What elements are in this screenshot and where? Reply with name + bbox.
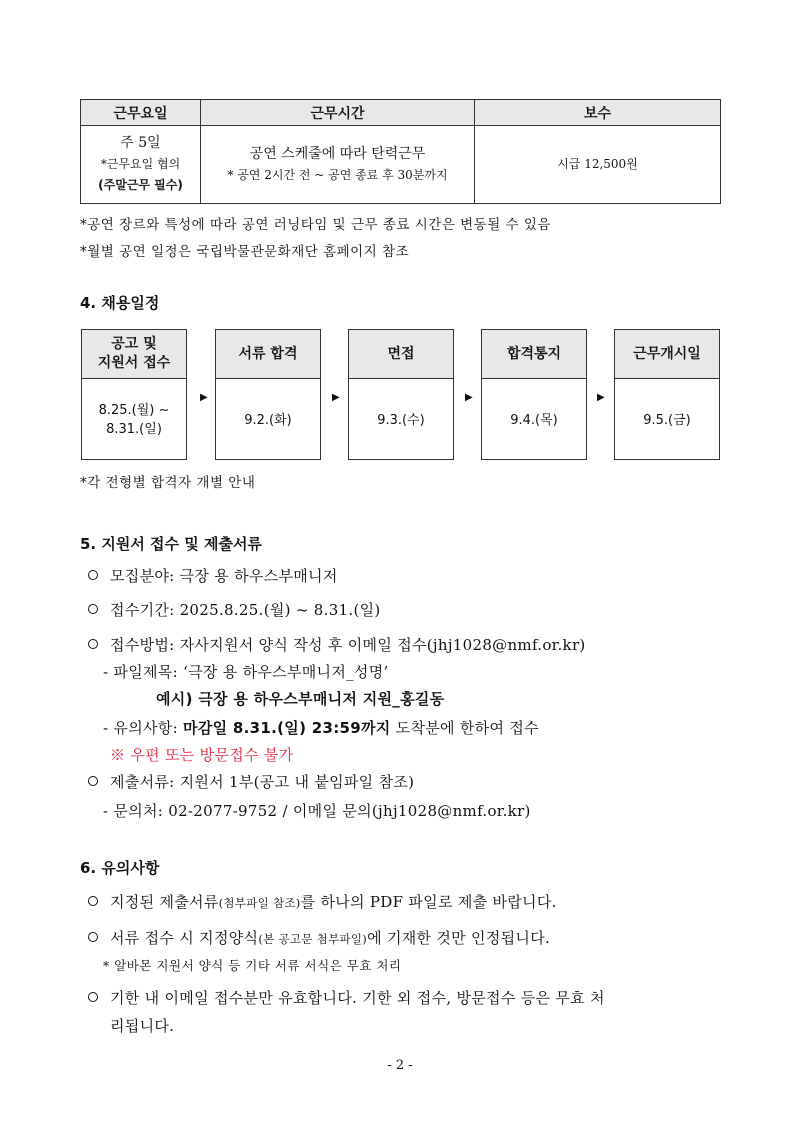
table-row xyxy=(81,126,721,204)
item1-small: (첨부파일 참조) xyxy=(218,896,301,910)
step-head xyxy=(82,330,186,379)
item3-line2: 리됩니다. xyxy=(110,1017,175,1035)
arrow-icon: ▶ xyxy=(332,392,340,403)
cell-pay: 시급 12,500원 xyxy=(475,126,721,204)
item2-small: (본 공고문 첨부파일) xyxy=(258,932,368,946)
step-result-notice xyxy=(481,329,587,460)
list-item xyxy=(88,599,381,620)
hours-line1: 공연 스케줄에 따라 탄력근무 xyxy=(249,145,426,162)
step-date: 9.5.(금) xyxy=(643,412,691,428)
step-body xyxy=(82,379,186,461)
required-docs: 제출서류: 지원서 1부(공고 내 붙임파일 참조) xyxy=(110,773,415,791)
step-head-line2: 지원서 접수 xyxy=(97,355,171,371)
section5-title: 5. 지원서 접수 및 제출서류 xyxy=(80,535,262,553)
step-head: 합격통지 xyxy=(482,330,586,379)
step-announcement xyxy=(81,329,187,460)
circle-bullet-icon xyxy=(88,896,98,906)
arrow-icon: ▶ xyxy=(200,392,208,403)
circle-bullet-icon xyxy=(88,604,98,614)
circle-bullet-icon xyxy=(88,932,98,942)
item2-note: * 알바몬 지원서 양식 등 기타 서류 서식은 무효 처리 xyxy=(103,958,402,973)
note-runtime: *공연 장르와 특성에 따라 공연 러닝타임 및 근무 종료 시간은 변동될 수 있음 xyxy=(80,217,551,233)
header-pay: 보수 xyxy=(475,100,721,126)
days-line3: (주말근무 필수) xyxy=(98,178,183,192)
arrow-icon: ▶ xyxy=(597,392,605,403)
caution-deadline: 마감일 8.31.(일) 23:59까지 xyxy=(183,719,391,737)
step-date: 9.3.(수) xyxy=(377,412,425,428)
step-date: 9.2.(화) xyxy=(244,412,292,428)
work-conditions-table xyxy=(80,99,721,204)
step-date: 9.4.(목) xyxy=(510,412,558,428)
item2-text-end: 에 기재한 것만 인정됩니다. xyxy=(367,929,551,947)
section6-title: 6. 유의사항 xyxy=(80,859,160,877)
caution-line xyxy=(103,717,539,738)
item1-text-end: 를 하나의 PDF 파일로 제출 바랍니다. xyxy=(300,893,557,911)
step-date-line2: 8.31.(일) xyxy=(106,422,162,437)
item3-line1: 기한 내 이메일 접수분만 유효합니다. 기한 외 접수, 방문접수 등은 무효 처 xyxy=(110,989,605,1007)
circle-bullet-icon xyxy=(88,639,98,649)
table-header-row xyxy=(81,100,721,126)
circle-bullet-icon xyxy=(88,992,98,1002)
file-title: - 파일제목: ‘극장 용 하우스부매니저_성명’ xyxy=(103,663,389,681)
recruit-method: 접수방법: 자사지원서 양식 작성 후 이메일 접수(jhj1028@nmf.or.kr) xyxy=(110,636,586,654)
item1-text: 지정된 제출서류 xyxy=(110,893,219,911)
circle-bullet-icon xyxy=(88,776,98,786)
note-schedule: *월별 공연 일정은 국립박물관문화재단 홈페이지 참조 xyxy=(80,244,410,260)
file-example: 예시) 극장 용 하우스부매니저 지원_홍길동 xyxy=(156,690,445,708)
days-line2: *근무요일 협의 xyxy=(100,157,181,171)
list-item xyxy=(88,771,414,792)
step-date-line1: 8.25.(월) ~ xyxy=(98,403,170,418)
list-item xyxy=(88,634,586,655)
page-number: - 2 - xyxy=(387,1058,413,1073)
list-item xyxy=(88,891,557,912)
note-individual-notice: *각 전형별 합격자 개별 안내 xyxy=(80,475,256,491)
step-start-work xyxy=(614,329,720,460)
recruit-period: 접수기간: 2025.8.25.(월) ~ 8.31.(일) xyxy=(110,601,381,619)
no-mail-warning: ※ 우편 또는 방문접수 불가 xyxy=(110,746,294,764)
step-interview xyxy=(348,329,454,460)
cell-days xyxy=(81,126,201,204)
list-item xyxy=(88,927,550,948)
step-head: 면접 xyxy=(349,330,453,379)
step-head: 서류 합격 xyxy=(216,330,320,379)
recruit-field: 모집분야: 극장 용 하우스부매니저 xyxy=(110,567,338,585)
hours-line2: * 공연 2시간 전 ~ 공연 종료 후 30분까지 xyxy=(227,167,448,182)
contact-line: - 문의처: 02-2077-9752 / 이메일 문의(jhj1028@nmf.or.kr) xyxy=(103,802,531,820)
item2-text: 서류 접수 시 지정양식 xyxy=(110,929,259,947)
header-hours: 근무시간 xyxy=(201,100,475,126)
list-item xyxy=(88,565,338,586)
step-head-line1: 공고 및 xyxy=(111,336,157,352)
list-item xyxy=(88,987,605,1008)
days-line1: 주 5일 xyxy=(120,135,161,151)
step-head: 근무개시일 xyxy=(615,330,719,379)
arrow-icon: ▶ xyxy=(465,392,473,403)
circle-bullet-icon xyxy=(88,570,98,580)
section4-title: 4. 채용일정 xyxy=(80,294,160,312)
header-days: 근무요일 xyxy=(81,100,201,126)
cell-hours xyxy=(201,126,475,204)
caution-prefix: - 유의사항: xyxy=(103,719,184,737)
caution-suffix: 도착분에 한하여 접수 xyxy=(390,719,539,737)
step-document-pass xyxy=(215,329,321,460)
